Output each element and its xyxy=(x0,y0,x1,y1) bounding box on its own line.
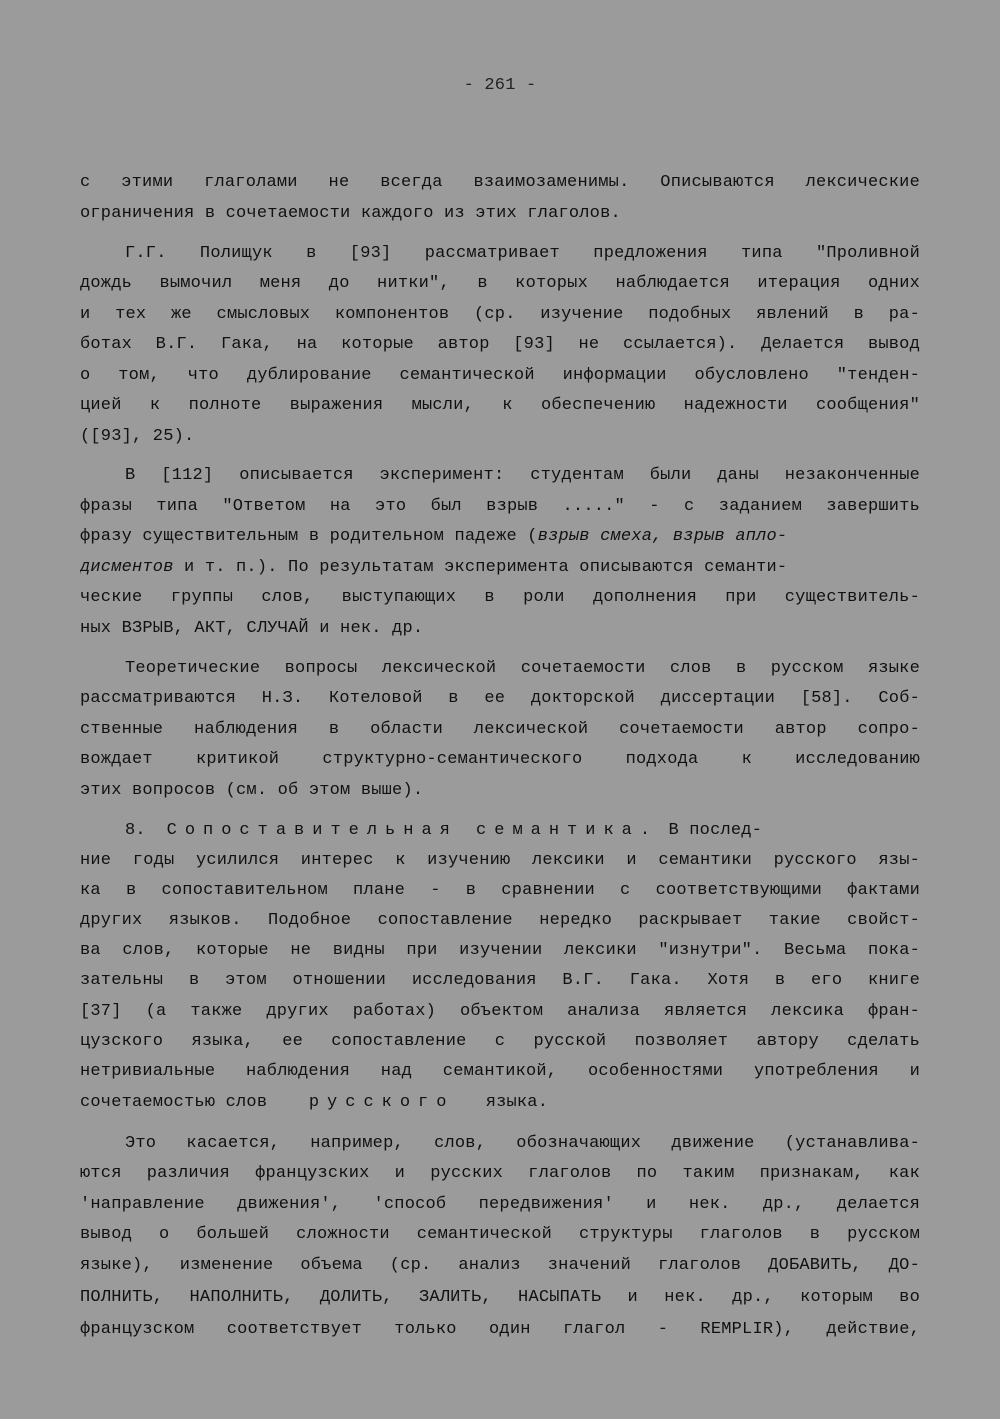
text-line: Это касается, например, слов, обозначающих движение (устанавлива- xyxy=(125,1134,920,1153)
text-line: ограничения в сочетаемости каждого из этих глаголов. xyxy=(80,204,621,223)
page-number: - 261 - xyxy=(463,76,537,95)
text-line: зательны в этом отношении исследования В.Г. Гака. Хотя в его книге xyxy=(80,971,920,990)
text-line: ботах В.Г. Гака, на которые автор [93] не ссылается). Делается вывод xyxy=(80,335,920,354)
section-heading: Сопоставительная семантика. xyxy=(166,821,659,840)
text-line xyxy=(80,522,920,552)
text-line: ва слов, которые не видны при изучении лексики "изнутри". Весьма пока- xyxy=(80,941,920,960)
section-number: 8. xyxy=(125,821,146,840)
text-line: фразы типа "Ответом на это был взрыв ....." - с заданием завершить xyxy=(80,497,920,516)
text-segment: В послед- xyxy=(658,821,763,840)
text-line xyxy=(125,816,920,846)
text-line: [37] (а также других работах) объектом анализа является лексика фран- xyxy=(80,1002,920,1021)
text-line: ческие группы слов, выступающих в роли дополнения при существитель- xyxy=(80,588,920,607)
text-line: ПОЛНИТЬ, НАПОЛНИТЬ, ДОЛИТЬ, ЗАЛИТЬ, НАСЫПАТЬ и нек. др., которым во xyxy=(80,1288,920,1307)
text-line: ние годы усилился интерес к изучению лексики и семантики русского язы- xyxy=(80,851,920,870)
text-line: вывод о большей сложности семантической структуры глаголов в русском xyxy=(80,1225,920,1244)
italic-example: дисментов xyxy=(80,558,174,577)
text-line: и тех же смысловых компонентов (ср. изучение подобных явлений в ра- xyxy=(80,305,920,324)
italic-example: взрыв смеха, взрыв апло- xyxy=(537,527,788,546)
text-segment: языка. xyxy=(485,1093,549,1112)
text-line: 'направление движения', 'способ передвижения' и нек. др., делается xyxy=(80,1195,920,1214)
text-line: дождь вымочил меня до нитки", в которых наблюдается итерация одних xyxy=(80,274,920,293)
text-line: Теоретические вопросы лексической сочетаемости слов в русском языке xyxy=(125,659,920,678)
text-line: ка в сопоставительном плане - в сравнении с соответствующими фактами xyxy=(80,881,920,900)
text-line: нетривиальные наблюдения над семантикой, особенностями употребления и xyxy=(80,1062,920,1081)
text-line: В [112] описывается эксперимент: студентам были даны незаконченные xyxy=(125,466,920,485)
text-line: французском соответствует только один глагол - REMPLIR), действие, xyxy=(80,1320,920,1339)
text-segment: фразу существительным в родительном падеже ( xyxy=(80,527,538,546)
text-line: ([93], 25). xyxy=(80,427,195,446)
text-segment: сочетаемостью слов xyxy=(80,1093,268,1112)
text-line xyxy=(80,1088,920,1118)
text-line: цузского языка, ее сопоставление с русской позволяет автору сделать xyxy=(80,1032,920,1051)
text-line: ются различия французских и русских глаголов по таким признакам, как xyxy=(80,1164,920,1183)
text-line: ственные наблюдения в области лексической сочетаемости автор сопро- xyxy=(80,720,920,739)
text-line: других языков. Подобное сопоставление нередко раскрывает такие свойст- xyxy=(80,911,920,930)
text-line: ных ВЗРЫВ, АКТ, СЛУЧАЙ и нек. др. xyxy=(80,619,424,638)
text-line: Г.Г. Полищук в [93] рассматривает предложения типа "Проливной xyxy=(125,244,920,263)
text-line: этих вопросов (см. об этом выше). xyxy=(80,781,424,800)
spaced-word: русского xyxy=(308,1093,455,1112)
text-line: цией к полноте выражения мысли, к обеспечению надежности сообщения" xyxy=(80,396,920,415)
text-line: с этими глаголами не всегда взаимозаменимы. Описываются лексические xyxy=(80,173,920,192)
text-line: вождает критикой структурно-семантического подхода к исследованию xyxy=(80,750,920,769)
text-line xyxy=(80,553,920,583)
text-line: рассматриваются Н.З. Котеловой в ее докторской диссертации [58]. Соб- xyxy=(80,689,920,708)
text-line: языке), изменение объема (ср. анализ значений глаголов ДОБАВИТЬ, ДО- xyxy=(80,1256,920,1275)
text-line: о том, что дублирование семантической информации обусловлено "тенден- xyxy=(80,366,920,385)
text-segment: и т. п.). По результатам эксперимента описываются семанти- xyxy=(173,558,788,577)
